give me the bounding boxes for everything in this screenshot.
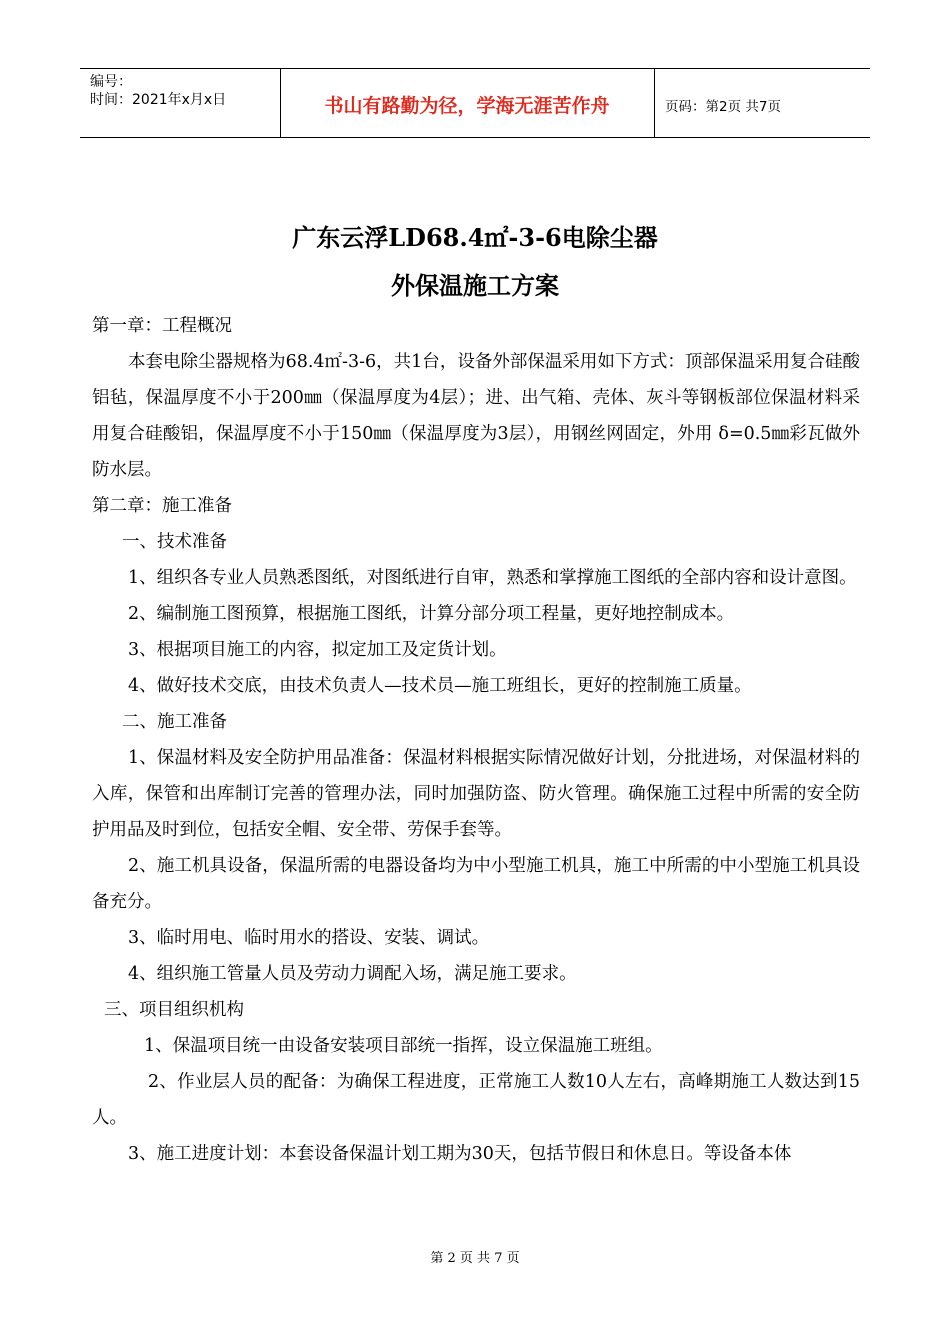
chapter-heading: 第二章：施工准备 — [92, 496, 232, 516]
header-divider — [654, 69, 655, 137]
list-item: 2、编制施工图预算，根据施工图纸，计算分部分项工程量，更好地控制成本。 — [128, 604, 735, 624]
header-motto: 书山有路勤为径，学海无涯苦作舟 — [324, 95, 610, 117]
doc-body — [92, 308, 860, 1172]
list-item: 1、组织各专业人员熟悉图纸，对图纸进行自审，熟悉和掌撑施工图纸的全部内容和设计意图。 — [128, 568, 857, 588]
page-footer: 第 2 页 共 7 页 — [430, 1251, 520, 1266]
header-meta — [90, 73, 226, 109]
header-page-info: 页码：第2页 共7页 — [665, 99, 781, 115]
list-item: 3、施工进度计划：本套设备保温计划工期为30天，包括节假日和休息日。等设备本体 — [128, 1144, 792, 1164]
doc-time-label: 时间：2021年x月x日 — [90, 92, 227, 108]
list-item: 1、保温项目统一由设备安装项目部统一指挥，设立保温施工班组。 — [144, 1036, 663, 1056]
doc-number-label: 编号： — [90, 74, 132, 90]
chapter-heading: 第一章：工程概况 — [92, 316, 232, 336]
doc-title-line1: 广东云浮LD68.4㎡-3-6电除尘器 — [292, 223, 658, 252]
list-item: 4、做好技术交底，由技术负责人—技术员—施工班组长，更好的控制施工质量。 — [128, 676, 752, 696]
section-heading: 三、项目组织机构 — [104, 1000, 244, 1020]
page-header — [80, 68, 870, 138]
paragraph: 本套电除尘器规格为68.4㎡-3-6，共1台，设备外部保温采用如下方式：顶部保温采用复合硅酸铝毡，保温厚度不小于200㎜（保温厚度为4层）；进、出气箱、壳体、灰斗等钢板部位保温材料采用复合硅酸铝，保温厚度不小于150㎜（保温厚度为3层），用钢丝网固定，外用 δ=0.5㎜彩瓦做外防水层。 — [92, 352, 860, 480]
list-item: 2、施工机具设备，保温所需的电器设备均为中小型施工机具，施工中所需的中小型施工机具设备充分。 — [92, 856, 860, 912]
list-item: 1、保温材料及安全防护用品准备：保温材料根据实际情况做好计划，分批进场，对保温材料的入库，保管和出库制订完善的管理办法，同时加强防盗、防火管理。确保施工过程中所需的安全防护用品及时到位，包括安全帽、安全带、劳保手套等。 — [92, 748, 860, 840]
list-item: 2、作业层人员的配备：为确保工程进度，正常施工人数10人左右，高峰期施工人数达到15人。 — [92, 1072, 860, 1128]
list-item: 3、临时用电、临时用水的搭设、安装、调试。 — [128, 928, 490, 948]
section-heading: 二、施工准备 — [122, 712, 227, 732]
section-heading: 一、技术准备 — [122, 532, 227, 552]
list-item: 4、组织施工管量人员及劳动力调配入场，满足施工要求。 — [128, 964, 577, 984]
list-item: 3、根据项目施工的内容，拟定加工及定货计划。 — [128, 640, 507, 660]
doc-title-line2: 外保温施工方案 — [391, 271, 559, 300]
